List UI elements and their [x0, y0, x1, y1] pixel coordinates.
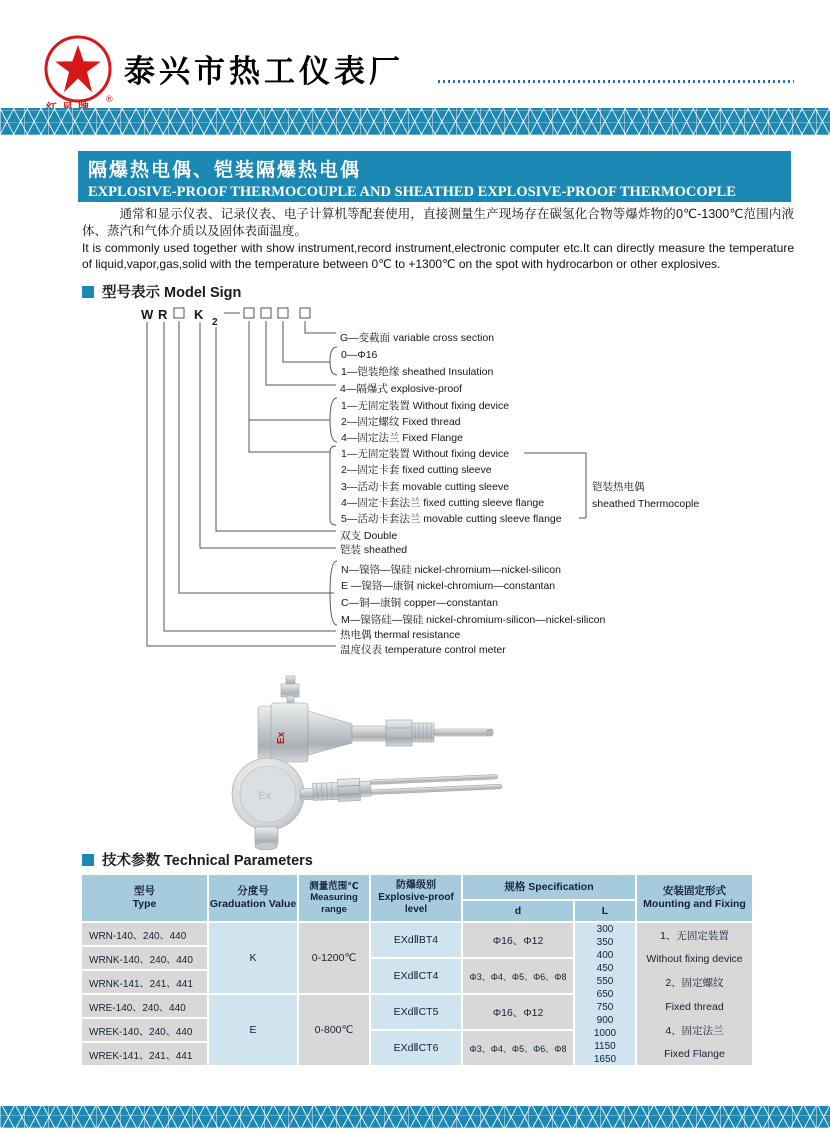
col-header-range-en1: Measuring	[310, 892, 358, 904]
product-photo	[200, 665, 640, 850]
ex-mark-2: Ex	[258, 790, 272, 802]
label-sheathed-insulation: 1—铠装绝缘 sheathed Insulation	[341, 366, 494, 378]
dotted-leader	[438, 80, 794, 83]
label-fixed-cutting-sleeve: 2—固定卡套 fixed cutting sleeve	[341, 464, 492, 476]
title-banner	[78, 151, 791, 202]
thermocouple-sheathed	[232, 758, 502, 850]
explosive-level: EXdⅡCT4	[371, 959, 461, 993]
mounting-line: Fixed Flange	[664, 1047, 725, 1060]
label-fix-flange: 4—固定法兰 Fixed Flange	[341, 432, 463, 444]
graduation-e: E	[209, 995, 297, 1065]
mounting-line: Without fixing device	[646, 953, 743, 966]
range-k: 0-1200℃	[299, 923, 369, 993]
code-char-k: K	[194, 307, 204, 322]
col-header-range	[299, 875, 369, 921]
table-row-type: WRE-140、240、440	[82, 995, 207, 1017]
red-star-logo	[40, 34, 120, 106]
l-value: 1150	[594, 1040, 616, 1052]
col-header-type-en: Type	[132, 898, 157, 910]
col-header-type	[82, 875, 207, 921]
label-type-m: M—镍铬硅—镍硅 nickel-chromium-silicon—nickel-silicon	[341, 614, 606, 626]
l-value: 450	[596, 962, 614, 974]
ex-mark-1: Ex	[276, 731, 287, 744]
parameters-table	[82, 875, 752, 1065]
bottom-hatch-bar	[0, 1106, 830, 1128]
label-variable-cross-section: G—变截面 variable cross section	[340, 332, 495, 344]
l-value: 1000	[593, 1027, 617, 1039]
table-row-type: WREK-140、240、440	[82, 1019, 207, 1041]
label-movable-cutting-sleeve: 3—活动卡套 movable cutting sleeve	[341, 481, 510, 493]
spec-d: Φ3、Φ4、Φ5、Φ6、Φ8	[463, 1031, 573, 1065]
banner-title-en: EXPLOSIVE-PROOF THERMOCOUPLE AND SHEATHED EXPLOSIVE-PROOF THERMOCOPLE	[88, 184, 736, 200]
explosive-level: EXdⅡCT6	[371, 1031, 461, 1065]
tech-parameters-heading	[82, 849, 313, 870]
l-value: 300	[596, 923, 614, 935]
label-type-n: N—镍铬—镍硅 nickel-chromium—nickel-silicon	[341, 564, 561, 576]
col-header-specification: 规格 Specification	[463, 875, 635, 899]
l-value: 350	[596, 936, 614, 948]
model-sign-diagram	[78, 300, 778, 662]
col-header-expl-cn: 防爆级别	[396, 880, 436, 891]
model-sign-heading-label: 型号表示 Model Sign	[102, 285, 242, 301]
table-row-type: WRNK-141、241、441	[82, 971, 207, 993]
mounting-line: Fixed thread	[665, 1000, 724, 1013]
l-value: 550	[596, 975, 614, 987]
col-header-type-cn: 型号	[134, 885, 155, 898]
col-header-mount-cn: 安装固定形式	[663, 885, 726, 898]
code-char-2: 2	[212, 317, 218, 328]
col-header-grad-cn: 分度号	[237, 885, 269, 898]
label-fix-none: 1—无固定装置 Without fixing device	[341, 400, 510, 412]
graduation-k: K	[209, 923, 297, 993]
registered-mark: ®	[106, 94, 113, 104]
range-e: 0-800℃	[299, 995, 369, 1065]
spec-l-list	[575, 923, 635, 1065]
label-explosive-proof: 4—隔爆式 explosive-proof	[340, 383, 462, 395]
section-bullet-icon	[82, 854, 94, 866]
banner-title-cn: 隔爆热电偶、铠装隔爆热电偶	[88, 160, 362, 181]
l-value: 650	[596, 988, 614, 1000]
tech-parameters-heading-label: 技术参数 Technical Parameters	[102, 853, 313, 869]
model-sign-heading	[82, 281, 241, 302]
explosive-level: EXdⅡCT5	[371, 995, 461, 1029]
col-header-range-cn: 测量范围℃	[309, 880, 359, 892]
label-fixed-cutting-sleeve-flange: 4—固定卡套法兰 fixed cutting sleeve flange	[341, 497, 545, 509]
label-phi16: 0—Φ16	[341, 349, 378, 361]
col-header-l: L	[575, 901, 635, 921]
mounting-line: 2、固定螺纹	[665, 977, 724, 990]
code-char-w: W	[141, 307, 154, 322]
col-header-range-en2: range	[321, 903, 347, 915]
l-value: 750	[596, 1001, 614, 1013]
l-value: 400	[596, 949, 614, 961]
section-bullet-icon	[82, 286, 94, 298]
label-sheathed-thermocouple-en: sheathed Thermocople	[592, 498, 700, 510]
table-row-type: WRNK-140、240、440	[82, 947, 207, 969]
company-title: 泰兴市热工仪表厂	[124, 54, 404, 89]
label-thermal-resistance: 热电偶 thermal resistance	[340, 629, 461, 641]
spec-d: Φ16、Φ12	[463, 923, 573, 957]
thermocouple-explosive-proof	[258, 676, 493, 762]
table-row-type: WREK-141、241、441	[82, 1043, 207, 1065]
table-row-type: WRN-140、240、440	[82, 923, 207, 945]
col-header-mounting	[637, 875, 752, 921]
intro-paragraph-cn: 通常和显示仪表、记录仪表、电子计算机等配套使用，直接测量生产现场存在碳氢化合物等爆炸物的0℃-1300℃范围内液体、蒸汽和气体介质以及固体表面温度。	[82, 207, 794, 238]
spec-d: Φ16、Φ12	[463, 995, 573, 1029]
top-hatch-bar	[0, 108, 830, 135]
label-sheathed-thermocouple-cn: 铠装热电偶	[592, 481, 645, 493]
label-double: 双支 Double	[340, 530, 398, 542]
mounting-line: 1、无固定装置	[660, 930, 729, 943]
label-movable-cutting-sleeve-flange: 5—活动卡套法兰 movable cutting sleeve flange	[341, 513, 562, 525]
label-sheathed-fix-none: 1—无固定装置 Without fixing device	[341, 448, 510, 460]
col-header-grad-en: Graduation Value	[209, 898, 297, 910]
label-fix-thread: 2—固定螺纹 Fixed thread	[341, 416, 461, 428]
code-char-r: R	[158, 307, 168, 322]
col-header-d: d	[463, 901, 573, 921]
intro-paragraph-en: It is commonly used together with show instrument,record instrument,electronic computer etc.It can directly measure the temperature of liquid,vapor,gas,solid with the temperature between 0℃ to +1300℃ on the spot with hydrocarbon or other explosives.	[82, 241, 794, 271]
spec-d: Φ3、Φ4、Φ5、Φ6、Φ8	[463, 959, 573, 993]
mounting-line: 4、固定法兰	[665, 1024, 724, 1037]
label-type-e: E —镍铬—康铜 nickel-chromium—constantan	[341, 580, 556, 592]
star-icon	[55, 45, 101, 92]
label-temperature-control-meter: 温度仪表 temperature control meter	[340, 644, 506, 656]
col-header-explosive	[371, 875, 461, 921]
diagram-labels	[340, 331, 699, 656]
col-header-expl-en: Explosive-proof level	[378, 892, 454, 915]
l-value: 900	[596, 1014, 614, 1026]
l-value: 1650	[593, 1053, 617, 1065]
label-sheathed: 铠装 sheathed	[340, 544, 408, 556]
explosive-level: EXdⅡBT4	[371, 923, 461, 957]
label-type-c: C—铜—康铜 copper—constantan	[341, 597, 498, 609]
col-header-mount-en: Mounting and Fixing	[643, 898, 746, 910]
mounting-cell	[637, 923, 752, 1065]
col-header-graduation	[209, 875, 297, 921]
